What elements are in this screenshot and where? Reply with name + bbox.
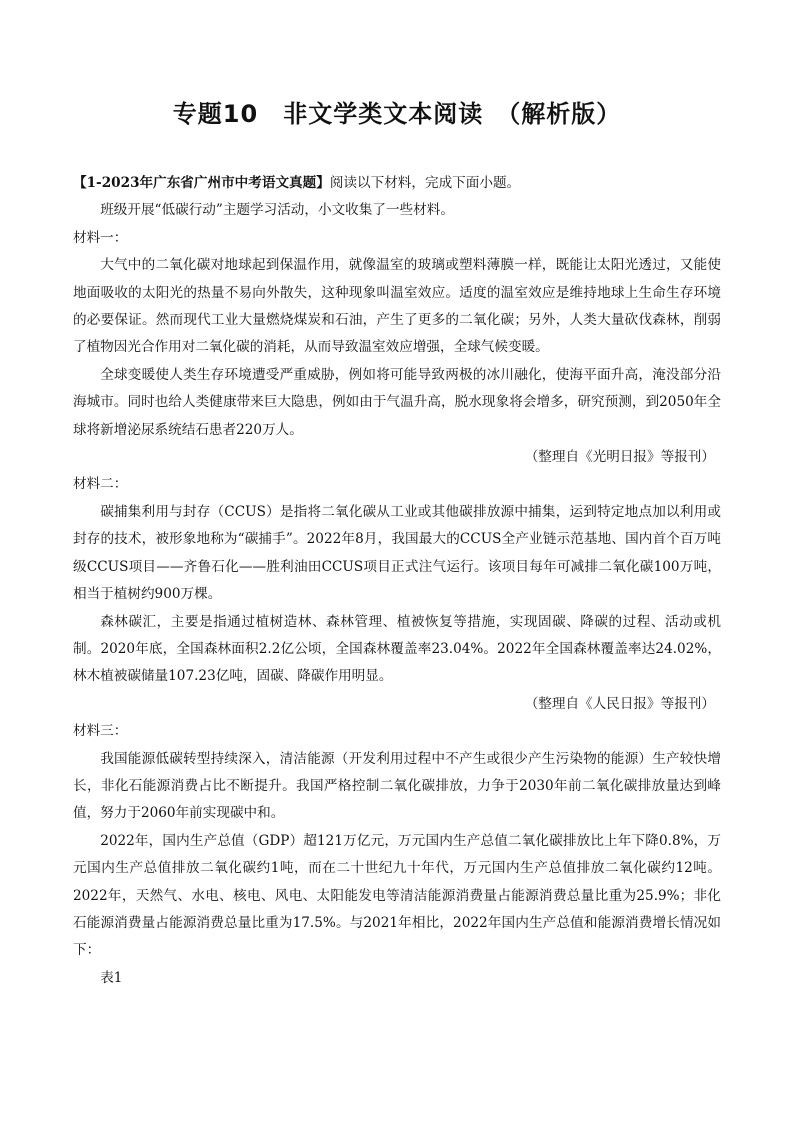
material2-label: 材料二： xyxy=(73,476,128,493)
question-header xyxy=(73,170,721,197)
material3-paragraph-2: 2022年，国内生产总值（GDP）超121万亿元，万元国内生产总值二氧化碳排放比上年下降0.8%，万元国内生产总值排放二氧化碳约1吨，而在二十世纪九十年代，万元国内生产总值排放二氧化碳约12吨。2022年，天然气、水电、核电、风电、太阳能发电等清洁能源消费量占能源消费总量比重为25.9%；非化石能源消费量占能源消费总量比重为17.5%。与2021年相比，2022年国内生产总值和能源消费增长情况如下： xyxy=(73,832,721,959)
material1-paragraph-1: 大气中的二氧化碳对地球起到保温作用，就像温室的玻璃或塑料薄膜一样，既能让太阳光透过，又能使地面吸收的太阳光的热量不易向外散失，这种现象叫温室效应。适度的温室效应是维持地球上生命生存环境的必要保证。然而现代工业大量燃烧煤炭和石油，产生了更多的二氧化碳；另外，人类大量砍伐森林，削弱了植物因光合作用对二氧化碳的消耗，从而导致温室效应增强，全球气候变暖。 xyxy=(73,257,721,356)
table-label: 表1 xyxy=(100,969,123,986)
material1-credit: （整理自《光明日报》等报刊） xyxy=(524,449,715,466)
article-body xyxy=(73,170,721,992)
question-prompt: 阅读以下材料，完成下面小题。 xyxy=(329,175,521,191)
page-title: 专题10 非文学类文本阅读 （解析版） xyxy=(172,100,622,128)
material1-label: 材料一： xyxy=(73,229,128,246)
material2-credit: （整理自《人民日报》等报刊） xyxy=(524,695,715,712)
material2-paragraph-2: 森林碳汇，主要是指通过植树造林、森林管理、植被恢复等措施，实现固碳、降碳的过程、活动或机制。2020年底，全国森林面积2.2亿公顷，全国森林覆盖率23.04%。2022年全国森林覆盖率达24.02%，林木植被碳储量107.23亿吨，固碳、降碳作用明显。 xyxy=(73,613,721,685)
material1-paragraph-2: 全球变暖使人类生存环境遭受严重威胁，例如将可能导致两极的冰川融化，使海平面升高，淹没部分沿海城市。同时也给人类健康带来巨大隐患，例如由于气温升高，脱水现象将会增多，研究预测，到2050年全球将新增泌尿系统结石患者220万人。 xyxy=(73,366,721,438)
question-source: 【1-2023年广东省广州市中考语文真题】 xyxy=(73,175,330,191)
material3-paragraph-1: 我国能源低碳转型持续深入，清洁能源（开发利用过程中不产生或很少产生污染物的能源）生产较快增长，非化石能源消费占比不断提升。我国严格控制二氧化碳排放，力争于2030年前二氧化碳排放量达到峰值，努力于2060年前实现碳中和。 xyxy=(73,750,721,822)
intro-paragraph: 班级开展“低碳行动”主题学习活动，小文收集了一些材料。 xyxy=(100,202,454,219)
material2-paragraph-1: 碳捕集利用与封存（CCUS）是指将二氧化碳从工业或其他碳排放源中捕集，运到特定地点加以利用或封存的技术，被形象地称为“碳捕手”。2022年8月，我国最大的CCUS全产业链示范基地、国内首个百万吨级CCUS项目——齐鲁石化——胜利油田CCUS项目正式注气运行。该项目每年可减排二氧化碳100万吨，相当于植树约900万棵。 xyxy=(73,503,721,603)
material3-label: 材料三： xyxy=(73,723,128,740)
